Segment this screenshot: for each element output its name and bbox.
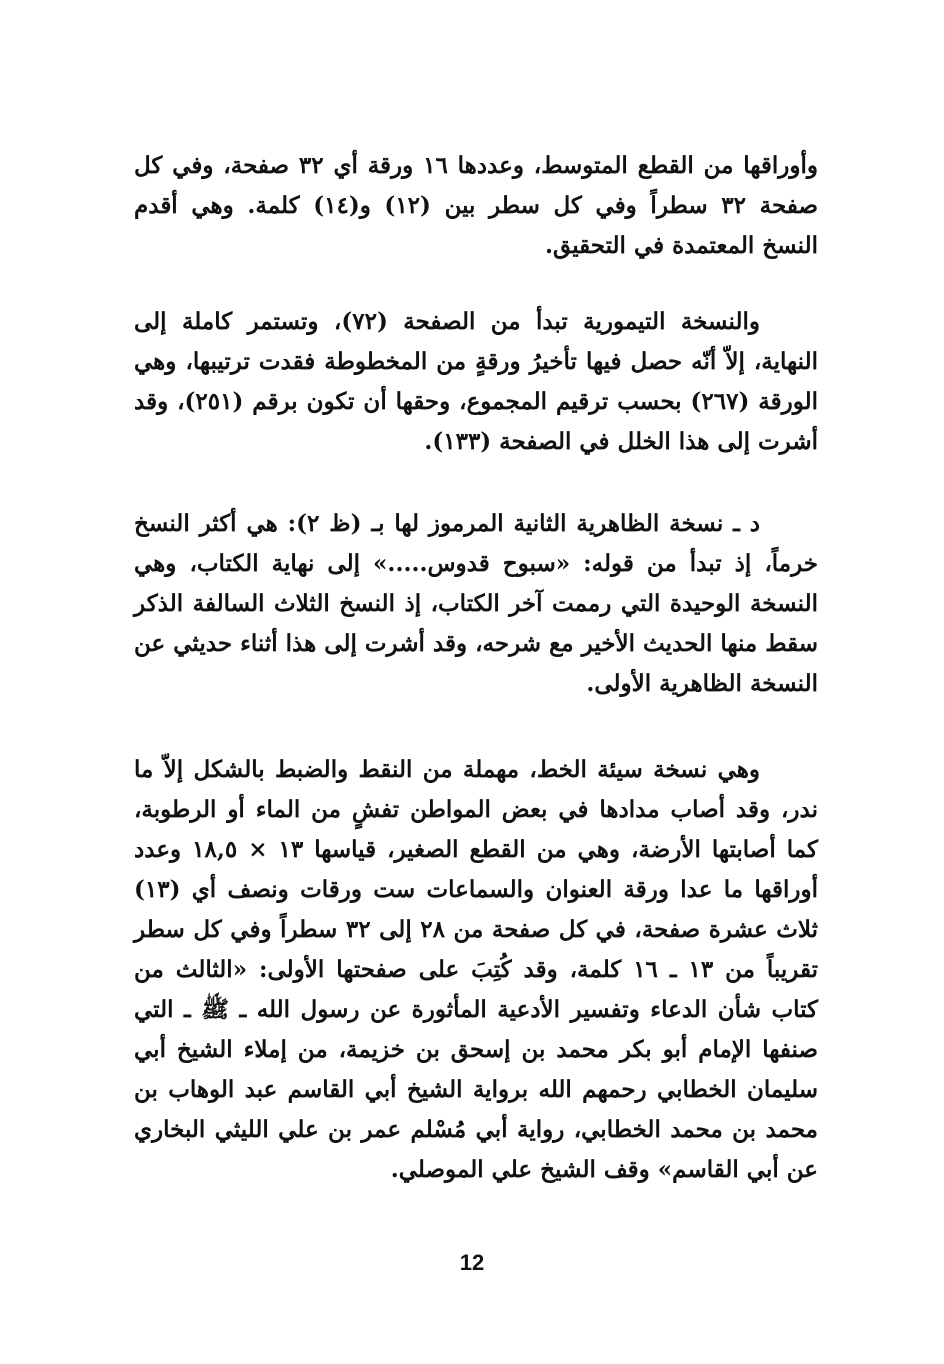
paragraph-zahiriyya-second-copy: د ـ نسخة الظاهرية الثانية المرموز لها بـ (ظ ٢): هي أكثر النسخ خرماً، إذ تبدأ من قوله: «سبوح قدوس.....» إلى نهاية الكتاب، وهي النسخة الوحيدة التي رممت آخر الكتاب، إذ النسخ الثلاث السالفة الذكر سقط منها الحديث الأخير مع شرحه، وقد أشرت إلى هذا أثناء حديثي عن النسخة الظاهرية الأولى. xyxy=(134,510,818,697)
paragraph-copy-description: وأوراقها من القطع المتوسط، وعددها ١٦ ورقة أي ٣٢ صفحة، وفي كل صفحة ٣٢ سطراً وفي كل سطر بين (١٢) و(١٤) كلمة. وهي أقدم النسخ المعتمدة في التحقيق. xyxy=(134,152,818,259)
page-number: 12 xyxy=(459,1250,485,1275)
paragraph-copy-condition: وهي نسخة سيئة الخط، مهملة من النقط والضبط بالشكل إلاّ ما ندر، وقد أصاب مدادها في بعض المواطن تفشٍ من الماء أو الرطوبة، كما أصابتها الأرضة، وهي من القطع الصغير، قياسها ١٣ × ١٨,٥ وعدد أوراقها ما عدا ورقة العنوان والسماعات ست ورقات ونصف أي (١٣) ثلاث عشرة صفحة، في كل صفحة من ٢٨ إلى ٣٢ سطراً وفي كل سطر تقريباً من ١٣ ـ ١٦ كلمة، وقد كُتِبَ على صفحتها الأولى: «الثالث من كتاب شأن الدعاء وتفسير الأدعية المأثورة عن رسول الله ـ ﷺ ـ التي صنفها الإمام أبو بكر محمد بن إسحق بن خزيمة، من إملاء الشيخ أبي سليمان الخطابي رحمهم الله برواية الشيخ أبي القاسم عبد الوهاب بن محمد بن محمد الخطابي، رواية أبي مُسْلم عمر بن علي الليثي البخاري عن أبي القاسم» وقف الشيخ علي الموصلي. xyxy=(134,756,819,1183)
paragraph-taymuriyya-copy: والنسخة التيمورية تبدأ من الصفحة (٧٢)، وتستمر كاملة إلى النهاية، إلاّ أنّه حصل فيها تأخيرُ ورقةٍ من المخطوطة فقدت ترتيبها، وهي الورقة (٢٦٧) بحسب ترقيم المجموع، وحقها أن تكون برقم (٢٥١)، وقد أشرت إلى هذا الخلل في الصفحة (١٣٣). xyxy=(134,308,818,455)
